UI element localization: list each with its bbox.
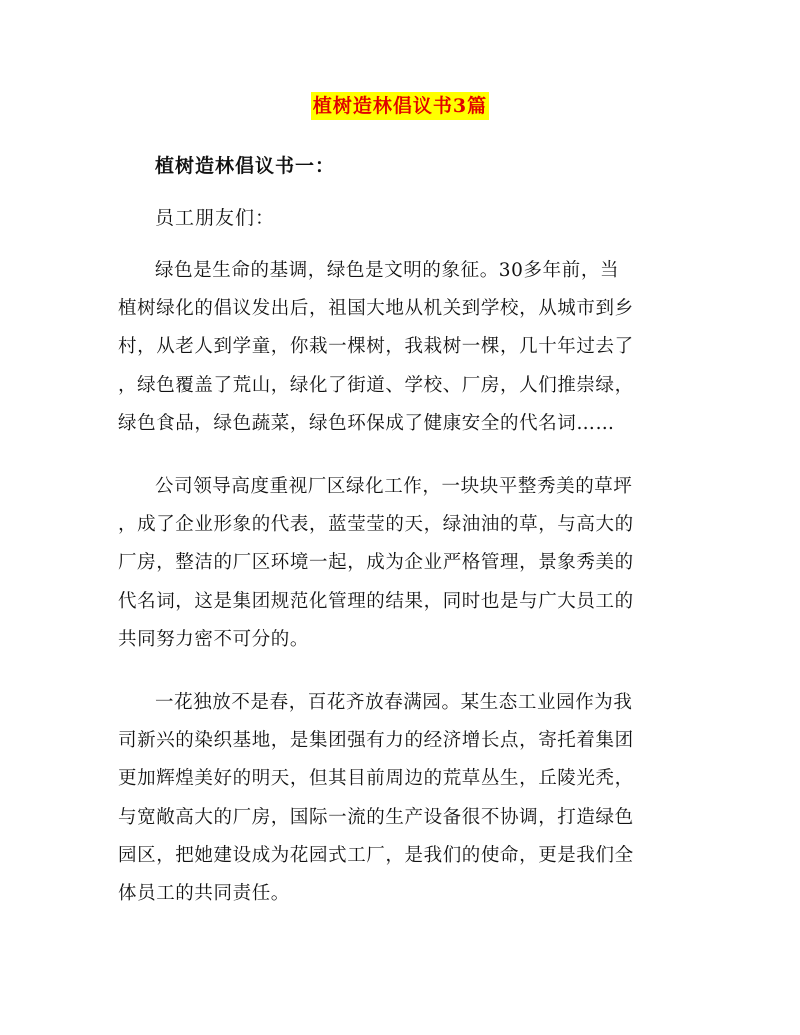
paragraph-line: 厂房，整洁的厂区环境一起，成为企业严格管理，景象秀美的 [118,552,634,574]
paragraph-line: ，成了企业形象的代表，蓝莹莹的天，绿油油的草，与高大的 [118,514,634,536]
paragraph-line: 公司领导高度重视厂区绿化工作，一块块平整秀美的草坪 [155,476,633,497]
paragraph-line: 司新兴的染织基地，是集团强有力的经济增长点，寄托着集团 [118,730,634,752]
paragraph-line: 绿色是生命的基调，绿色是文明的象征。30多年前，当 [155,260,620,281]
paragraph-1 [118,252,693,443]
paragraph-line: ，绿色覆盖了荒山，绿化了街道、学校、厂房，人们推崇绿， [118,374,634,396]
paragraph-3 [118,684,693,913]
paragraph-2 [118,468,693,659]
title-container [0,92,800,120]
paragraph-line: 体员工的共同责任。 [118,883,290,905]
paragraph-line: 更加辉煌美好的明天，但其目前周边的荒草丛生，丘陵光秃， [118,768,634,790]
paragraph-line: 代名词，这是集团规范化管理的结果，同时也是与广大员工的 [118,590,634,612]
section-heading: 植树造林倡议书一： [155,155,336,177]
document-title: 植树造林倡议书3篇 [311,92,489,120]
paragraph-line: 植树绿化的倡议发出后，祖国大地从机关到学校，从城市到乡 [118,298,634,320]
paragraph-line: 与宽敞高大的厂房，国际一流的生产设备很不协调，打造绿色 [118,806,634,828]
salutation: 员工朋友们： [155,207,276,229]
paragraph-line: 一花独放不是春，百花齐放春满园。某生态工业园作为我 [155,692,633,713]
paragraph-line: 村，从老人到学童，你栽一棵树，我栽树一棵，几十年过去了 [118,336,634,358]
paragraph-line: 园区，把她建设成为花园式工厂，是我们的使命，更是我们全 [118,844,634,866]
paragraph-line: 共同努力密不可分的。 [118,628,310,650]
paragraph-line: 绿色食品，绿色蔬菜，绿色环保成了健康安全的代名词…… [118,412,615,434]
